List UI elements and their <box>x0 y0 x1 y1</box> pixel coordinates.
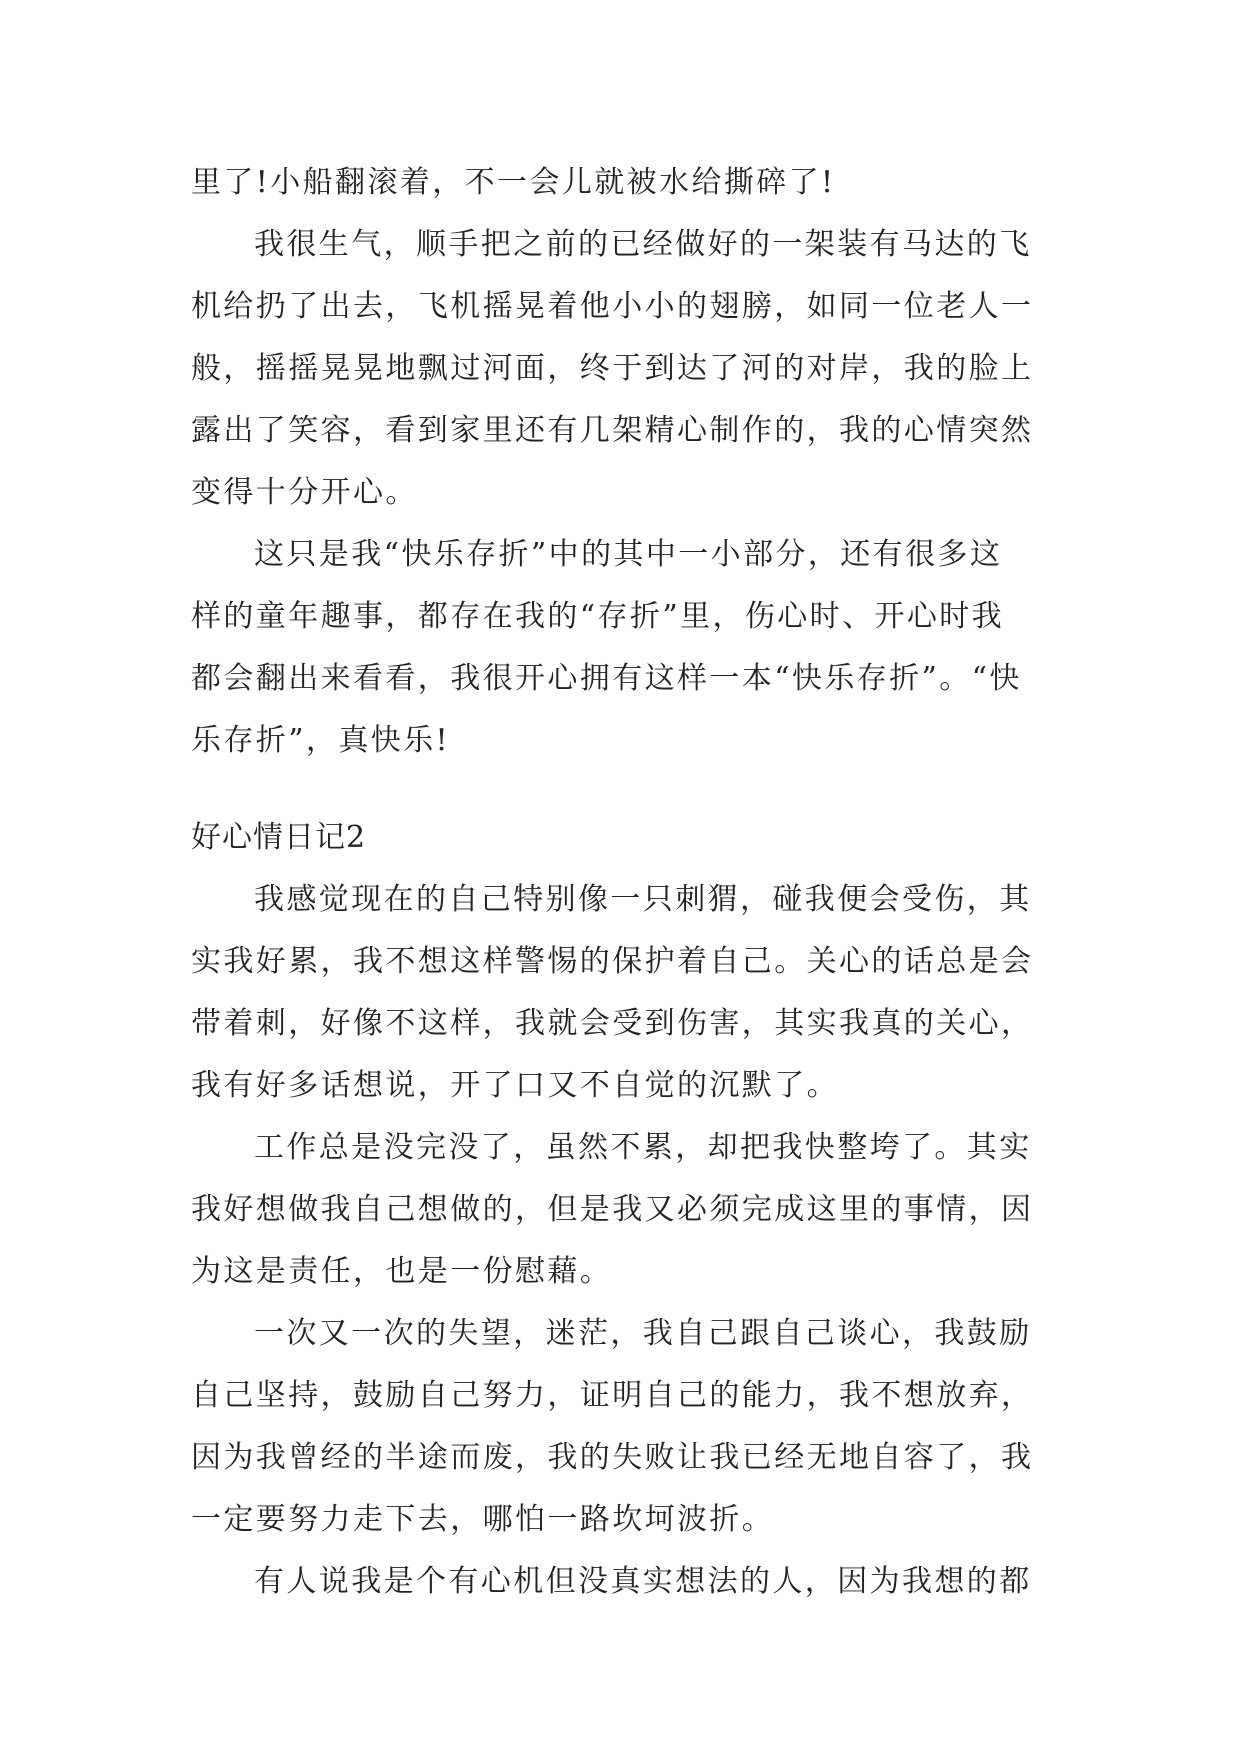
paragraph-line: 般，摇摇晃晃地飘过河面，终于到达了河的对岸，我的脸上 <box>191 351 1034 386</box>
section-heading: 好心情日记2 <box>191 820 367 855</box>
paragraph-line: 工作总是没完没了，虽然不累，却把我快整垮了。其实 <box>254 1130 1032 1165</box>
paragraph-line: 一次又一次的失望，迷茫，我自己跟自己谈心，我鼓励 <box>254 1316 1032 1351</box>
paragraph-line: 这只是我“快乐存折”中的其中一小部分，还有很多这 <box>254 537 1003 572</box>
paragraph-line: 都会翻出来看看，我很开心拥有这样一本“快乐存折”。“快 <box>191 661 1022 696</box>
paragraph-line: 自己坚持，鼓励自己努力，证明自己的能力，我不想放弃， <box>191 1378 1034 1413</box>
paragraph-line: 我有好多话想说，开了口又不自觉的沉默了。 <box>191 1068 839 1103</box>
paragraph-line: 里了!小船翻滚着，不一会儿就被水给撕碎了! <box>191 165 836 200</box>
paragraph-line: 一定要努力走下去，哪怕一路坎坷波折。 <box>191 1502 775 1537</box>
paragraph-line: 变得十分开心。 <box>191 475 418 510</box>
paragraph-line: 我很生气，顺手把之前的已经做好的一架装有马达的飞 <box>254 227 1032 262</box>
paragraph-line: 带着刺，好像不这样，我就会受到伤害，其实我真的关心， <box>191 1006 1034 1041</box>
paragraph-line: 我感觉现在的自己特别像一只刺猬，碰我便会受伤，其 <box>254 882 1032 917</box>
paragraph-line: 有人说我是个有心机但没真实想法的人，因为我想的都 <box>254 1564 1032 1599</box>
paragraph-line: 露出了笑容，看到家里还有几架精心制作的，我的心情突然 <box>191 413 1034 448</box>
paragraph-line: 乐存折”，真快乐! <box>191 723 450 758</box>
paragraph-line: 实我好累，我不想这样警惕的保护着自己。关心的话总是会 <box>191 944 1034 979</box>
paragraph-line: 样的童年趣事，都存在我的“存折”里，伤心时、开心时我 <box>191 599 1005 634</box>
paragraph-line: 因为我曾经的半途而废，我的失败让我已经无地自容了，我 <box>191 1440 1034 1475</box>
paragraph-line: 为这是责任，也是一份慰藉。 <box>191 1254 613 1289</box>
paragraph-line: 我好想做我自己想做的，但是我又必须完成这里的事情，因 <box>191 1192 1034 1227</box>
paragraph-line: 机给扔了出去，飞机摇晃着他小小的翅膀，如同一位老人一 <box>191 289 1034 324</box>
